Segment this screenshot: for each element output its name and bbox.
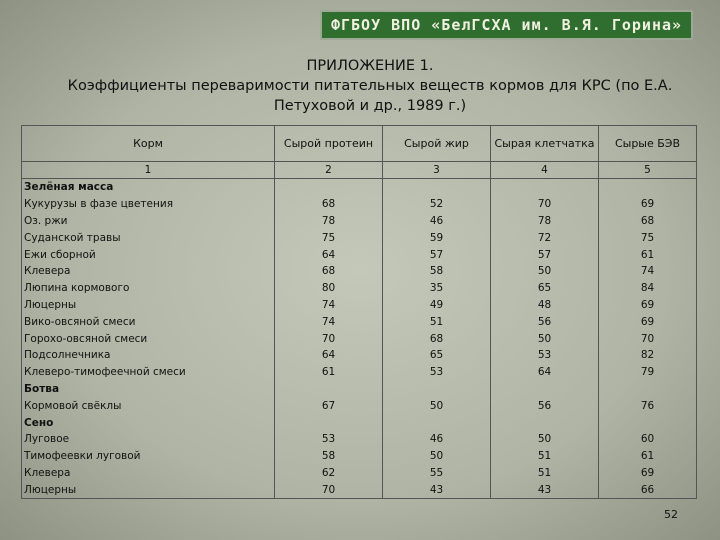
feed-name: Луговое bbox=[22, 431, 275, 448]
value-cell: 50 bbox=[383, 397, 491, 414]
value-cell: 57 bbox=[383, 246, 491, 263]
value-cell: 61 bbox=[275, 364, 383, 381]
value-cell: 43 bbox=[491, 481, 599, 498]
value-cell: 56 bbox=[491, 397, 599, 414]
table-row bbox=[22, 313, 697, 330]
institution-banner: ФГБОУ ВПО «БелГСХА им. В.Я. Горина» bbox=[320, 10, 693, 40]
group-label: Зелёная масса bbox=[22, 179, 275, 196]
value-cell: 64 bbox=[275, 246, 383, 263]
value-cell: 52 bbox=[383, 196, 491, 213]
feed-name: Суданской травы bbox=[22, 229, 275, 246]
feed-name: Оз. ржи bbox=[22, 213, 275, 230]
value-cell: 70 bbox=[275, 330, 383, 347]
group-label: Ботва bbox=[22, 381, 275, 398]
feed-name: Подсолнечника bbox=[22, 347, 275, 364]
feed-name: Клеверо-тимофеечной смеси bbox=[22, 364, 275, 381]
value-cell: 49 bbox=[383, 297, 491, 314]
group-row bbox=[22, 179, 697, 196]
header-cell: Корм bbox=[22, 126, 275, 162]
table-row bbox=[22, 397, 697, 414]
value-cell: 65 bbox=[383, 347, 491, 364]
value-cell: 70 bbox=[491, 196, 599, 213]
group-row bbox=[22, 414, 697, 431]
value-cell: 75 bbox=[275, 229, 383, 246]
header-cell: Сырая клетчатка bbox=[491, 126, 599, 162]
value-cell: 68 bbox=[599, 213, 697, 230]
value-cell: 68 bbox=[275, 196, 383, 213]
value-cell: 59 bbox=[383, 229, 491, 246]
table-body bbox=[22, 179, 697, 499]
feed-name: Люцерны bbox=[22, 297, 275, 314]
value-cell: 51 bbox=[491, 465, 599, 482]
table-row bbox=[22, 246, 697, 263]
column-number: 3 bbox=[383, 162, 491, 179]
value-cell: 43 bbox=[383, 481, 491, 498]
table-row bbox=[22, 297, 697, 314]
value-cell: 57 bbox=[491, 246, 599, 263]
value-cell: 66 bbox=[599, 481, 697, 498]
value-cell: 53 bbox=[383, 364, 491, 381]
value-cell: 70 bbox=[599, 330, 697, 347]
value-cell: 68 bbox=[383, 330, 491, 347]
value-cell: 62 bbox=[275, 465, 383, 482]
value-cell: 78 bbox=[491, 213, 599, 230]
table-row bbox=[22, 431, 697, 448]
value-cell: 76 bbox=[599, 397, 697, 414]
table-row bbox=[22, 196, 697, 213]
value-cell: 50 bbox=[383, 448, 491, 465]
table-row bbox=[22, 213, 697, 230]
table-row bbox=[22, 229, 697, 246]
value-cell: 69 bbox=[599, 297, 697, 314]
value-cell: 51 bbox=[383, 313, 491, 330]
value-cell: 78 bbox=[275, 213, 383, 230]
value-cell: 64 bbox=[275, 347, 383, 364]
value-cell: 58 bbox=[275, 448, 383, 465]
digestibility-table bbox=[21, 125, 697, 499]
value-cell: 60 bbox=[599, 431, 697, 448]
feed-name: Люцерны bbox=[22, 481, 275, 498]
value-cell: 75 bbox=[599, 229, 697, 246]
feed-name: Горохо-овсяной смеси bbox=[22, 330, 275, 347]
value-cell: 55 bbox=[383, 465, 491, 482]
column-number: 1 bbox=[22, 162, 275, 179]
value-cell: 46 bbox=[383, 431, 491, 448]
value-cell: 56 bbox=[491, 313, 599, 330]
feed-name: Кормовой свёклы bbox=[22, 397, 275, 414]
value-cell: 65 bbox=[491, 280, 599, 297]
value-cell: 69 bbox=[599, 196, 697, 213]
value-cell: 50 bbox=[491, 330, 599, 347]
header-cell: Сырые БЭВ bbox=[599, 126, 697, 162]
column-number: 2 bbox=[275, 162, 383, 179]
value-cell: 50 bbox=[491, 431, 599, 448]
value-cell: 58 bbox=[383, 263, 491, 280]
appendix-title: ПРИЛОЖЕНИЕ 1. bbox=[306, 58, 434, 74]
column-number: 4 bbox=[491, 162, 599, 179]
group-row bbox=[22, 381, 697, 398]
value-cell: 46 bbox=[383, 213, 491, 230]
value-cell: 74 bbox=[599, 263, 697, 280]
value-cell: 84 bbox=[599, 280, 697, 297]
header-cell: Сырой протеин bbox=[275, 126, 383, 162]
value-cell: 48 bbox=[491, 297, 599, 314]
value-cell: 53 bbox=[275, 431, 383, 448]
feed-name: Ежи сборной bbox=[22, 246, 275, 263]
value-cell: 68 bbox=[275, 263, 383, 280]
value-cell: 61 bbox=[599, 448, 697, 465]
value-cell: 70 bbox=[275, 481, 383, 498]
value-cell: 61 bbox=[599, 246, 697, 263]
value-cell: 74 bbox=[275, 313, 383, 330]
value-cell: 64 bbox=[491, 364, 599, 381]
value-cell: 74 bbox=[275, 297, 383, 314]
header-cell: Сырой жир bbox=[383, 126, 491, 162]
value-cell: 35 bbox=[383, 280, 491, 297]
column-number: 5 bbox=[599, 162, 697, 179]
feed-name: Тимофеевки луговой bbox=[22, 448, 275, 465]
value-cell: 72 bbox=[491, 229, 599, 246]
value-cell: 82 bbox=[599, 347, 697, 364]
feed-name: Клевера bbox=[22, 263, 275, 280]
feed-name: Вико-овсяной смеси bbox=[22, 313, 275, 330]
group-label: Сено bbox=[22, 414, 275, 431]
value-cell: 53 bbox=[491, 347, 599, 364]
table-row bbox=[22, 364, 697, 381]
value-cell: 79 bbox=[599, 364, 697, 381]
value-cell: 67 bbox=[275, 397, 383, 414]
table-row bbox=[22, 448, 697, 465]
table-row bbox=[22, 465, 697, 482]
value-cell: 51 bbox=[491, 448, 599, 465]
value-cell: 69 bbox=[599, 465, 697, 482]
table-row bbox=[22, 263, 697, 280]
table-row bbox=[22, 330, 697, 347]
value-cell: 80 bbox=[275, 280, 383, 297]
table-row bbox=[22, 481, 697, 498]
table-row bbox=[22, 280, 697, 297]
feed-name: Люпина кормового bbox=[22, 280, 275, 297]
table-row bbox=[22, 347, 697, 364]
page-heading bbox=[40, 56, 700, 116]
feed-name: Клевера bbox=[22, 465, 275, 482]
header-row bbox=[22, 126, 697, 162]
table-caption-line1: Коэффициенты переваримости питательных веществ кормов для КРС (по Е.А. bbox=[67, 78, 673, 94]
page-number: 52 bbox=[664, 508, 678, 521]
feed-name: Кукурузы в фазе цветения bbox=[22, 196, 275, 213]
column-number-row bbox=[22, 162, 697, 179]
value-cell: 50 bbox=[491, 263, 599, 280]
table-caption-line2: Петуховой и др., 1989 г.) bbox=[273, 98, 467, 114]
value-cell: 69 bbox=[599, 313, 697, 330]
